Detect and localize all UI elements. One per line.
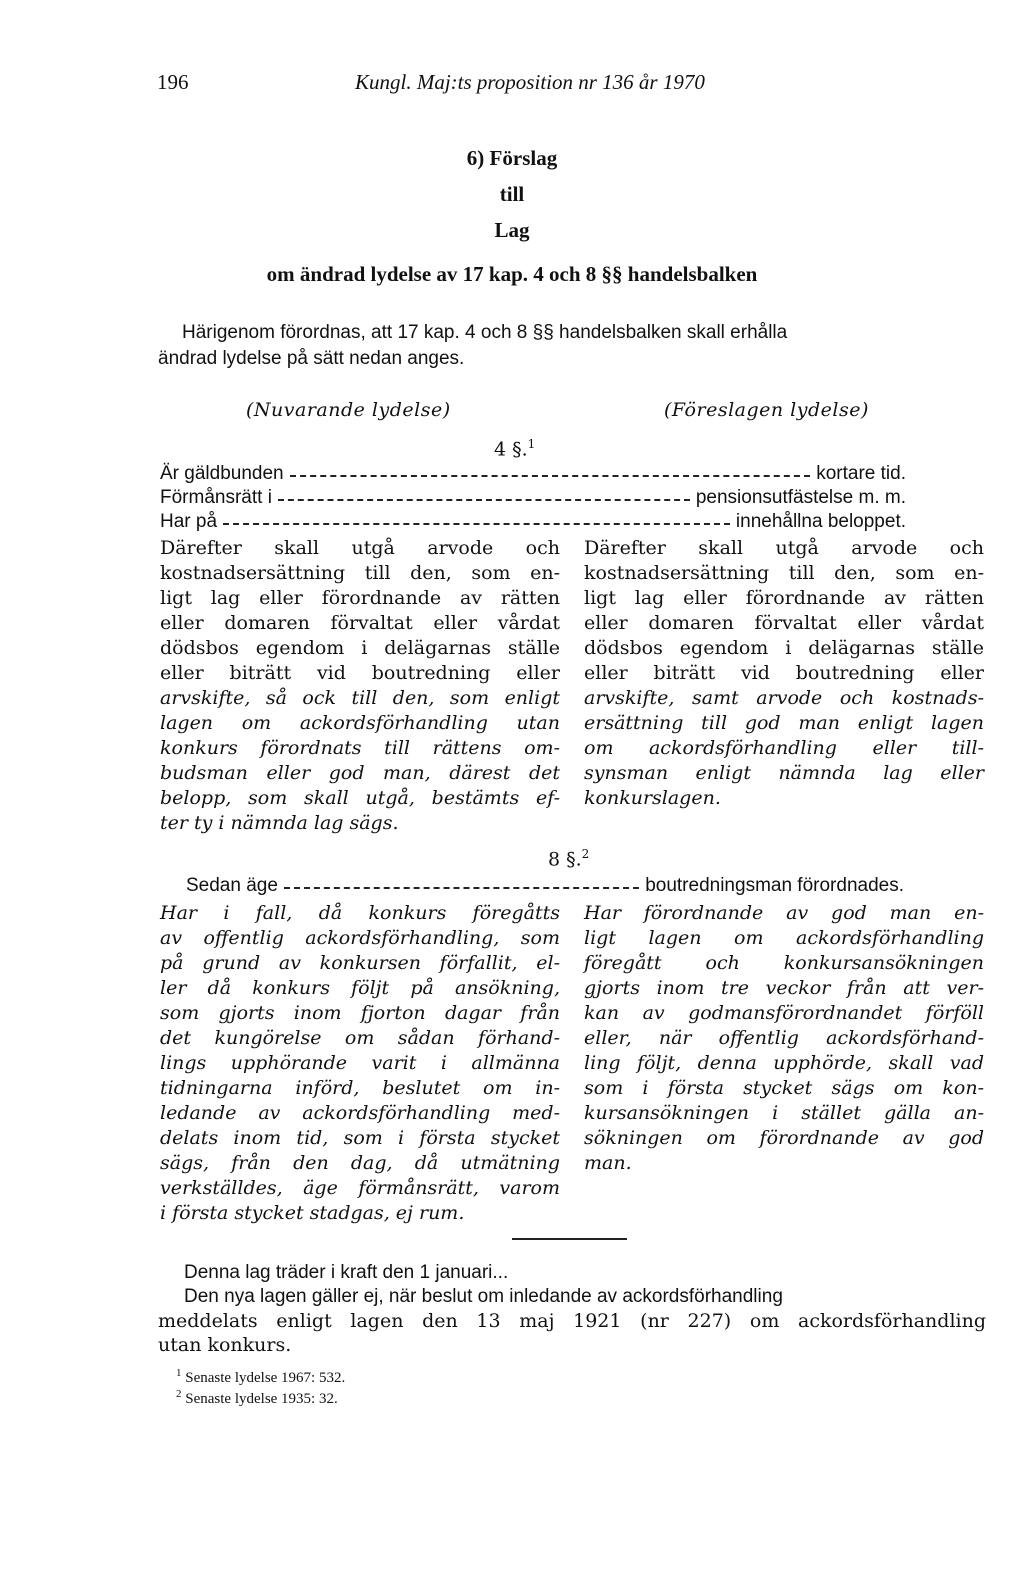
transitional-provision-line-1: Den nya lagen gäller ej, när beslut om inledande av ackordsförhandling [184, 1286, 783, 1307]
proposal-heading-till: till [499, 182, 525, 206]
transitional-provision-line-3: utan konkurs. [158, 1334, 292, 1356]
section-8-number: 8 §.$^2$ [548, 847, 590, 871]
section-4-dash-line-2: Förmånsrätt i pensionsutfästelse m. m. [160, 487, 906, 508]
footnote-1: $^1$ Senaste lydelse 1967: 532. [176, 1367, 346, 1386]
footnote-2: $^2$ Senaste lydelse 1935: 32. [176, 1388, 338, 1407]
section-4-dash-line-1: Är gäldbunden kortare tid. [160, 463, 906, 484]
section-4-proposed-text: Därefter skall utgå arvode och kostnadsersättning till den, som en- ligt lag eller förordnande av rätten eller domaren förvaltat eller vårdat dödsbos egendom i delägarnas ställe eller biträtt vid boutredning eller arvskifte, samt arvode och kostnads- ersättning till god man enligt lagen om ackordsförhandling eller till- synsman enligt nämnda lag eller konkurslagen. [584, 537, 984, 809]
section-divider-rule [512, 1238, 627, 1240]
intro-line-1: Härigenom förordnas, att 17 kap. 4 och 8 §§ handelsbalken skall erhålla [182, 322, 788, 343]
transitional-provision-line-2: meddelats enligt lagen den 13 maj 1921 (nr 227) om ackordsförhandling [158, 1310, 986, 1332]
footnote-ref-2: 2 [581, 847, 590, 861]
proposed-wording-label: (Föreslagen lydelse) [664, 399, 869, 421]
proposal-heading-lag: Lag [494, 218, 530, 242]
section-4-dash-line-3: Har på innehållna beloppet. [160, 511, 906, 532]
running-title: Kungl. Maj:ts proposition nr 136 år 1970 [355, 70, 705, 94]
proposal-subheading: om ändrad lydelse av 17 kap. 4 och 8 §§ handelsbalken [266, 262, 758, 286]
page-number: 196 [157, 70, 189, 94]
section-4-number: 4 §.$^1$ [494, 437, 536, 461]
entry-into-force: Denna lag träder i kraft den 1 januari... [184, 1262, 509, 1283]
section-8-dash-line: Sedan äge boutredningsman förordnades. [186, 875, 904, 896]
section-4-current-text: Därefter skall utgå arvode och kostnadsersättning till den, som en- ligt lag eller förordnande av rätten eller domaren förvaltat eller vårdat dödsbos egendom i delägarnas ställe eller biträtt vid boutredning eller arvskifte, så ock till den, som enligt lagen om ackordsförhandling utan konkurs förordnats till rättens om- budsman eller god man, därest det belopp, som skall utgå, bestämts ef- ter ty i nämnda lag sägs. [160, 537, 560, 834]
current-wording-label: (Nuvarande lydelse) [246, 399, 451, 421]
section-8-current-text: Har i fall, då konkurs föregåtts av offentlig ackordsförhandling, som på grund av konkursen förfallit, el- ler då konkurs följt på ansökning, som gjorts inom fjorton dagar från det kungörelse om sådan förhand- lings upphörande varit i allmänna tidningarna införd, beslutet om in- ledande av ackordsförhandling med- delats inom tid, som i första stycket sägs, från den dag, då utmätning verkställdes, äge förmånsrätt, varom i första stycket stadgas, ej rum. [160, 902, 560, 1224]
section-8-proposed-text: Har förordnande av god man en- ligt lagen om ackordsförhandling föregått och konkursansökningen gjorts inom tre veckor från att ver- kan av godmansförordnandet förföll eller, när offentlig ackordsförhand- ling följt, denna upphörde, skall vad som i första stycket sägs om kon- kursansökningen i stället gälla an- sökningen om förordnande av god man. [584, 902, 984, 1174]
footnote-ref-1: 1 [527, 437, 536, 451]
intro-line-2: ändrad lydelse på sätt nedan anges. [158, 348, 465, 369]
proposal-heading: 6) Förslag [466, 146, 558, 170]
